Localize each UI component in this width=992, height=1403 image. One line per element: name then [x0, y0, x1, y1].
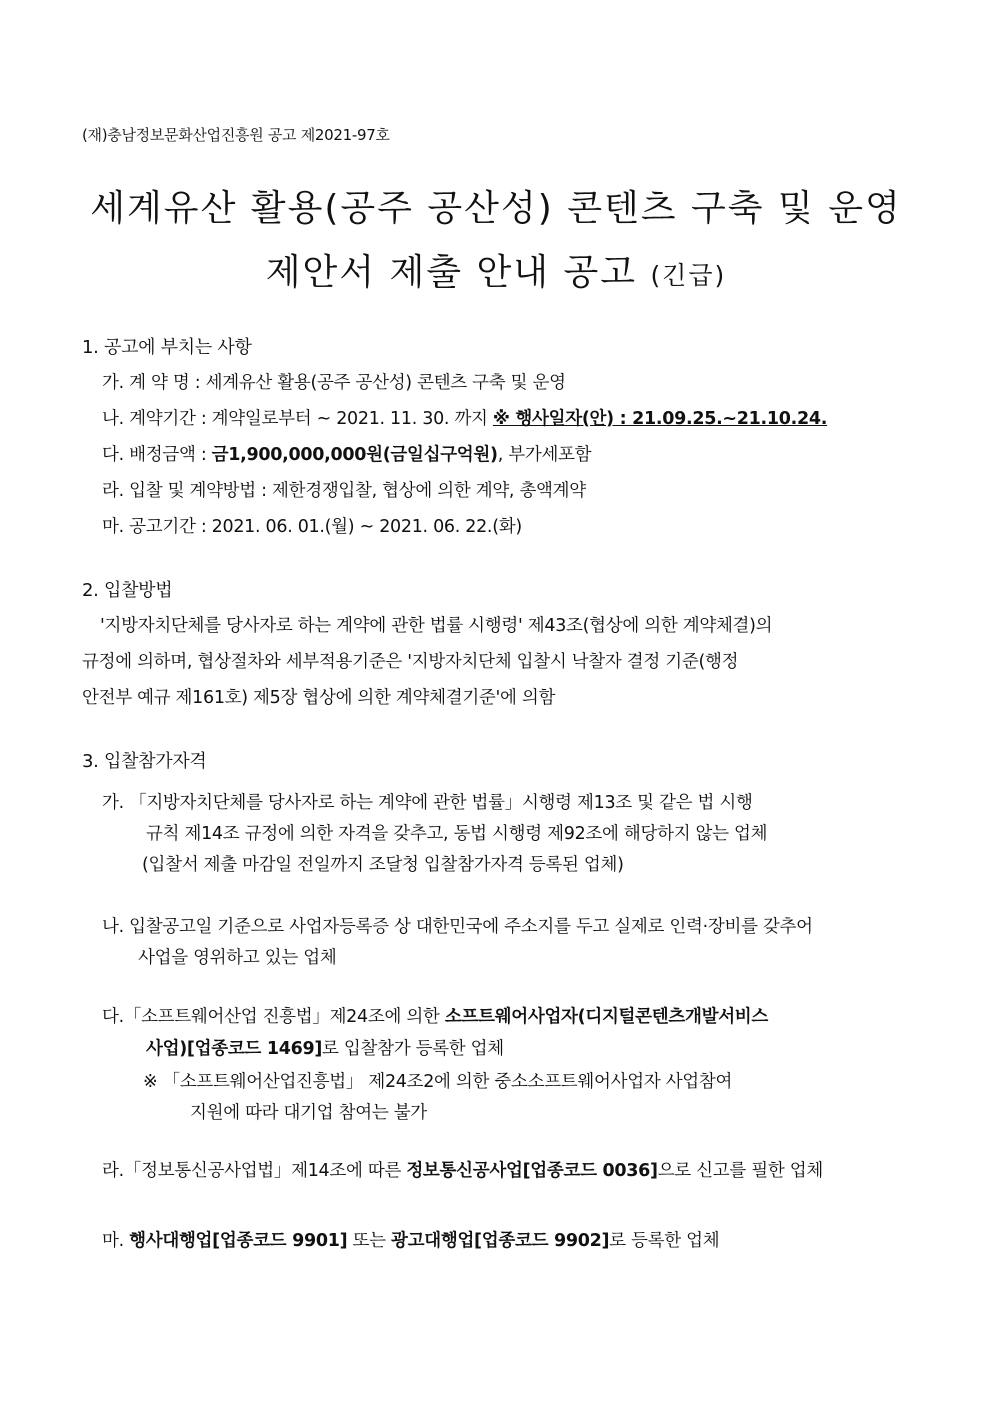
section2-line1: '지방자치단체를 당사자로 하는 계약에 관한 법률 시행령' 제43조(협상에 의한 계약체결)의	[100, 616, 773, 636]
budget-label: 다. 배정금액 :	[102, 445, 212, 465]
qualification-ga-line2: 규칙 제14조 규정에 의한 자격을 갖추고, 동법 시행령 제92조에 해당하지 않는 업체	[146, 824, 768, 844]
section2-line2: 규정에 의하며, 협상절차와 세부적용기준은 '지방자치단체 입찰시 낙찰자 결정 기준(행정	[82, 652, 739, 672]
section2-heading: 2. 입찰방법	[82, 580, 173, 601]
qualification-ma-suffix: 로 등록한 업체	[609, 1231, 720, 1251]
qualification-ma-prefix: 마.	[102, 1231, 130, 1251]
qualification-ma-mid: 또는	[347, 1231, 392, 1251]
section3-heading: 3. 입찰참가자격	[82, 751, 207, 772]
section2-line3: 안전부 예규 제161호) 제5장 협상에 의한 계약체결기준'에 의함	[82, 688, 556, 708]
qualification-ra	[102, 1157, 823, 1182]
qualification-da-line1	[102, 1003, 768, 1028]
notice-period: 마. 공고기간 : 2021. 06. 01.(월) ~ 2021. 06. 22.(화)	[102, 517, 522, 537]
ad-agency-code: 광고대행업[업종코드 9902]	[391, 1231, 610, 1251]
notice-title-line2	[0, 244, 992, 295]
qualification-na-line2: 사업을 영위하고 있는 업체	[138, 948, 337, 968]
qualification-da-line2	[146, 1035, 504, 1060]
budget-vat: , 부가세포함	[497, 445, 592, 465]
section1-heading: 1. 공고에 부치는 사항	[82, 337, 252, 358]
qualification-da-note2: 지원에 따라 대기업 참여는 불가	[190, 1103, 427, 1123]
telecom-business-code: 정보통신공사업[업종코드 0036]	[406, 1161, 658, 1181]
notice-title-line1: 세계유산 활용(공주 공산성) 콘텐츠 구축 및 운영	[90, 188, 902, 229]
qualification-da-note1: ※ 「소프트웨어산업진흥법」 제24조2에 의한 중소소프트웨어사업자 사업참여	[143, 1072, 733, 1092]
qualification-da-suffix: 로 입찰참가 등록한 업체	[322, 1039, 504, 1059]
software-business-code: 사업)[업종코드 1469]	[146, 1039, 323, 1059]
notice-title-text: 제안서 제출 안내 공고	[265, 252, 638, 293]
qualification-ga-line3: (입찰서 제출 마감일 전일까지 조달청 입찰참가자격 등록된 업체)	[142, 855, 624, 875]
software-business: 소프트웨어사업자(디지털콘텐츠개발서비스	[444, 1007, 769, 1027]
budget-amount	[102, 441, 591, 466]
budget-value: 금1,900,000,000원(금일십구억원)	[211, 445, 498, 465]
bidding-method: 라. 입찰 및 계약방법 : 제한경쟁입찰, 협상에 의한 계약, 총액계약	[102, 481, 586, 501]
qualification-ma	[102, 1227, 719, 1252]
event-agency-code: 행사대행업[업종코드 9901]	[129, 1231, 348, 1251]
qualification-ra-text: 라.「정보통신공사업법」제14조에 따른	[102, 1161, 407, 1181]
qualification-ga-line1: 가. 「지방자치단체를 당사자로 하는 계약에 관한 법률」시행령 제13조 및 같은 법 시행	[102, 793, 753, 813]
qualification-da-text: 다.「소프트웨어산업 진흥법」제24조에 의한	[102, 1007, 445, 1027]
qualification-ra-suffix: 으로 신고를 필한 업체	[657, 1161, 823, 1181]
event-date: ※ 행사일자(안) : 21.09.25.~21.10.24.	[492, 409, 828, 429]
urgent-label: (긴급)	[650, 261, 727, 290]
contract-name: 가. 계 약 명 : 세계유산 활용(공주 공산성) 콘텐츠 구축 및 운영	[102, 373, 566, 393]
contract-period-text: 나. 계약기간 : 계약일로부터 ~ 2021. 11. 30. 까지	[102, 409, 493, 429]
qualification-na-line1: 나. 입찰공고일 기준으로 사업자등록증 상 대한민국에 주소지를 두고 실제로 인력·장비를 갖추어	[102, 917, 813, 937]
notice-number: (재)충남정보문화산업진흥원 공고 제2021-97호	[82, 126, 390, 144]
contract-period	[102, 405, 827, 430]
